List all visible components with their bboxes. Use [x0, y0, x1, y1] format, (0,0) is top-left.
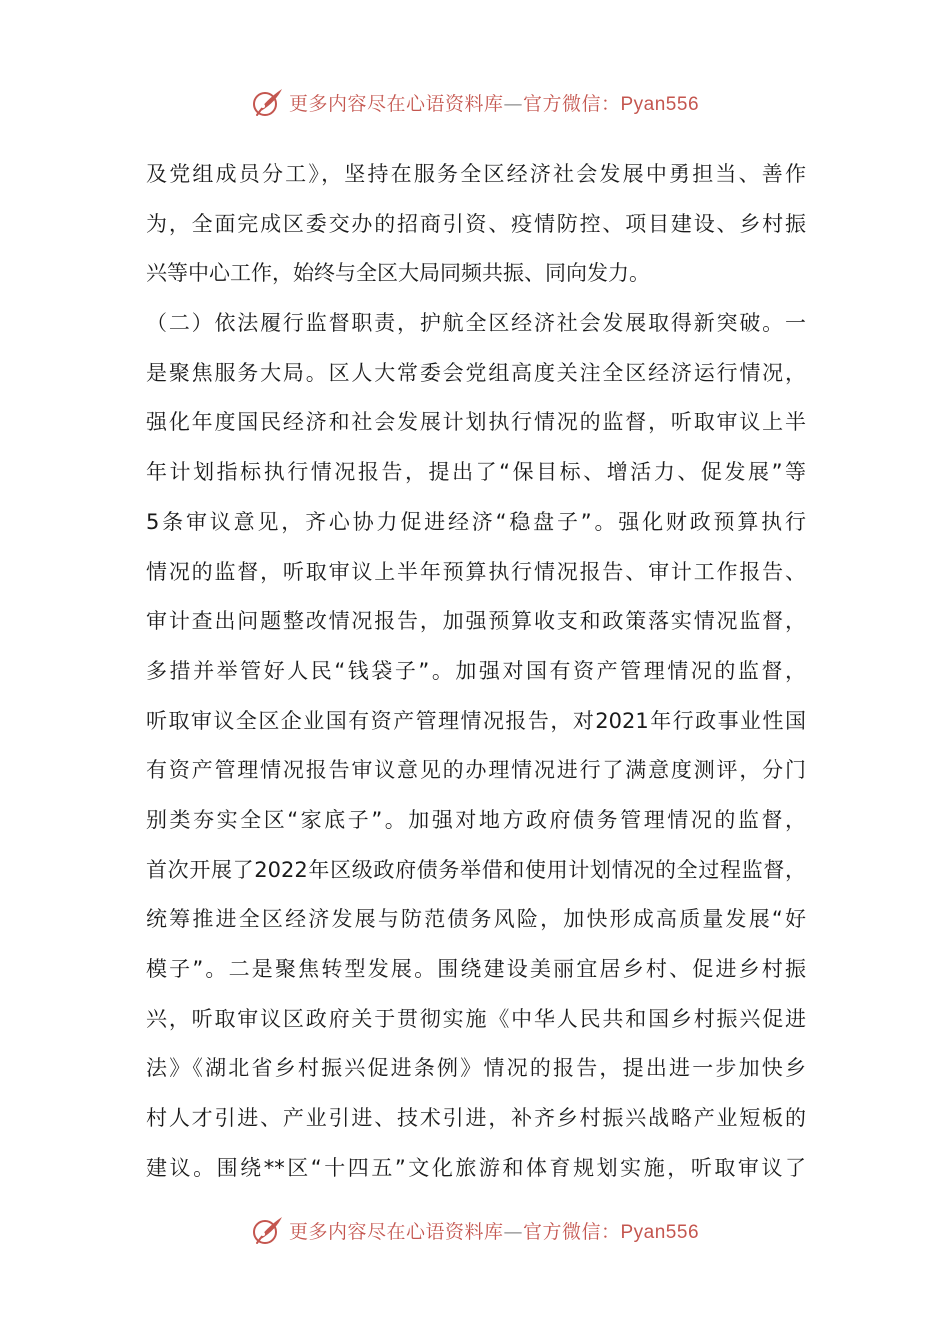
body-line: 情况的监督，听取审议上半年预算执行情况报告、审计工作报告、 — [146, 559, 806, 584]
body-line: 村人才引进、产业引进、技术引进，补齐乡村振兴战略产业短板的 — [146, 1106, 806, 1131]
footer-banner — [0, 1210, 950, 1250]
header-banner-text: 更多内容尽在心语资料库—官方微信：Pyan556 — [288, 92, 700, 115]
body-line: 首次开展了2022年区级政府债务举借和使用计划情况的全过程监督， — [146, 857, 806, 882]
body-line: 强化年度国民经济和社会发展计划执行情况的监督，听取审议上半 — [146, 410, 806, 435]
body-line: 及党组成员分工》，坚持在服务全区经济社会发展中勇担当、善作 — [146, 162, 806, 186]
footer-contact: Pyan556 — [620, 1221, 700, 1243]
body-line: 模子”。二是聚焦转型发展。围绕建设美丽宜居乡村、促进乡村振 — [146, 957, 806, 981]
header-contact: Pyan556 — [620, 93, 700, 115]
body-line: 兴等中心工作，始终与全区大局同频共振、同向发力。 — [146, 261, 650, 286]
body-line: 5条审议意见，齐心协力促进经济“稳盘子”。强化财政预算执行 — [146, 509, 806, 534]
document-body — [146, 150, 806, 1193]
body-line: 审计查出问题整改情况报告，加强预算收支和政策落实情况监督， — [146, 609, 806, 634]
body-line: 建议。围绕**区“十四五”文化旅游和体育规划实施，听取审议了 — [146, 1155, 806, 1180]
body-line: 年计划指标执行情况报告，提出了“保目标、增活力、促发展”等 — [146, 460, 806, 485]
header-banner — [0, 82, 950, 122]
body-line: 别类夯实全区“家底子”。加强对地方政府债务管理情况的监督， — [146, 807, 806, 832]
body-line: 有资产管理情况报告审议意见的办理情况进行了满意度测评，分门 — [146, 758, 806, 783]
footer-banner-text: 更多内容尽在心语资料库—官方微信：Pyan556 — [288, 1220, 700, 1243]
body-line: （二）依法履行监督职责，护航全区经济社会发展取得新突破。一 — [146, 311, 806, 336]
body-line: 是聚焦服务大局。区人大常委会党组高度关注全区经济运行情况， — [146, 360, 806, 385]
body-line: 多措并举管好人民“钱袋子”。加强对国有资产管理情况的监督， — [146, 658, 806, 683]
body-line: 兴，听取审议区政府关于贯彻实施《中华人民共和国乡村振兴促进 — [146, 1006, 806, 1031]
body-line: 听取审议全区企业国有资产管理情况报告，对2021年行政事业性国 — [146, 708, 806, 733]
body-line: 为，全面完成区委交办的招商引资、疫情防控、项目建设、乡村振 — [146, 211, 806, 236]
quill-logo-icon — [251, 1213, 285, 1247]
quill-logo-icon — [251, 85, 285, 119]
body-line: 法》《湖北省乡村振兴促进条例》情况的报告，提出进一步加快乡 — [146, 1056, 806, 1081]
body-line: 统筹推进全区经济发展与防范债务风险，加快形成高质量发展“好 — [146, 907, 806, 932]
